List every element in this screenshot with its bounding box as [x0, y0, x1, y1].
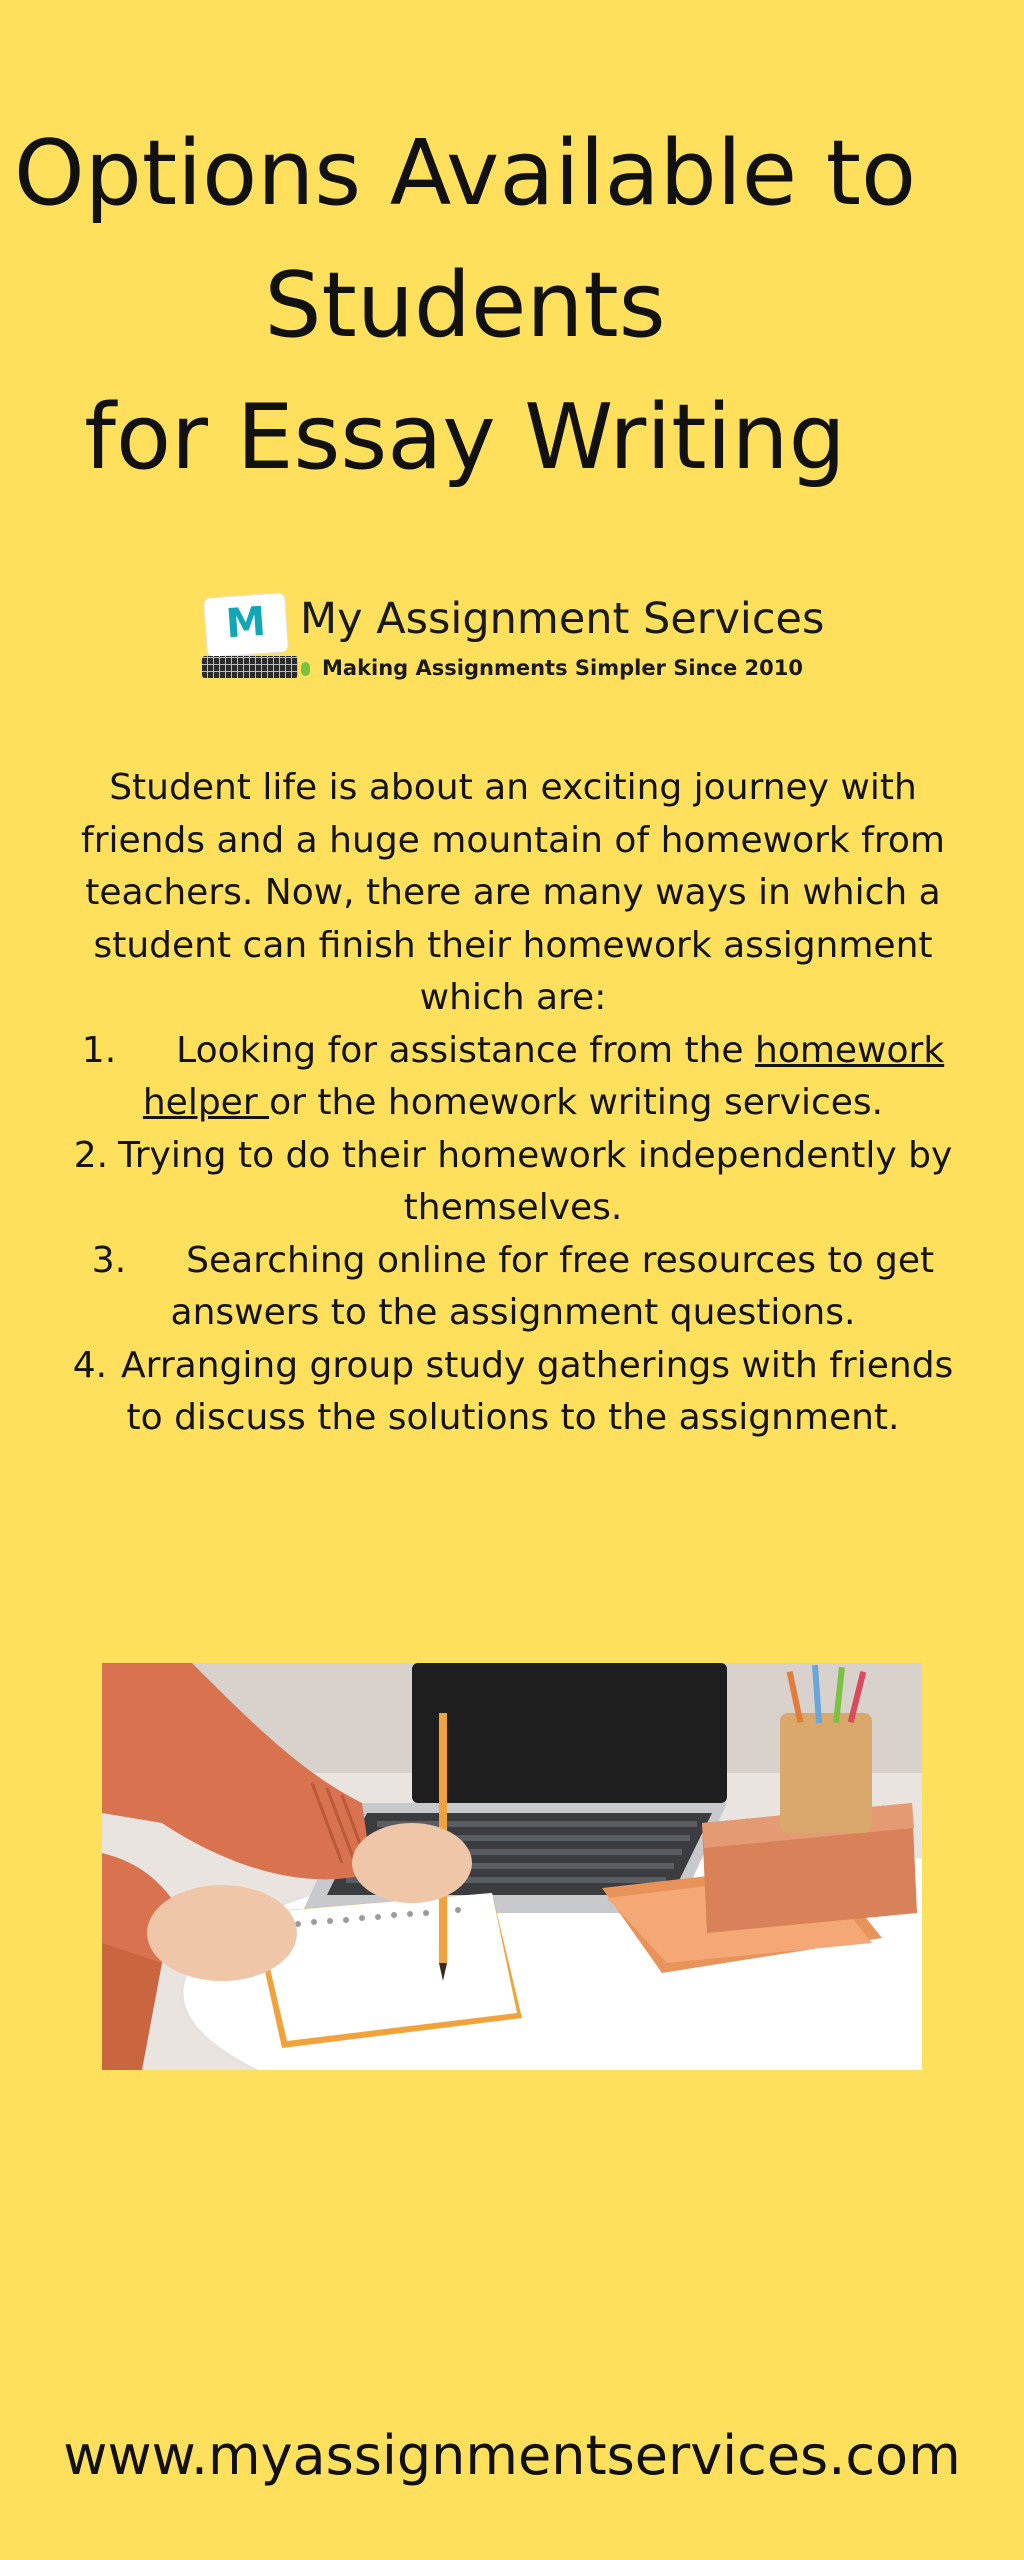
list-item	[60, 1340, 966, 1445]
study-photo	[102, 1663, 922, 2070]
mouse-icon	[301, 662, 310, 676]
list-number: 2.	[73, 1134, 109, 1176]
list-number: 1.	[81, 1029, 117, 1071]
body-text	[60, 762, 966, 1445]
title-line-1: Options Available to	[13, 121, 917, 226]
options-list	[60, 1025, 966, 1445]
keyboard-icon	[202, 656, 298, 678]
desk-illustration	[102, 1663, 922, 2070]
list-text: Arranging group study gatherings with friends to discuss the solutions to the assignment.	[121, 1344, 954, 1438]
title-line-2: Students	[264, 253, 666, 358]
list-item	[60, 1025, 966, 1130]
homework-helper-link[interactable]: homework helper	[142, 1029, 945, 1123]
logo-letter: M	[224, 598, 268, 648]
website-url[interactable]: www.myassignmentservices.com	[63, 2424, 961, 2487]
list-number: 4.	[72, 1344, 108, 1386]
logo-badge	[204, 593, 288, 656]
list-number: 3.	[91, 1239, 127, 1281]
list-item	[60, 1235, 966, 1340]
list-item	[60, 1130, 966, 1235]
brand-logo	[200, 590, 825, 690]
title-line-3: for Essay Writing	[84, 385, 846, 490]
list-text: Trying to do their homework independently by themselves.	[118, 1134, 953, 1228]
intro-paragraph: Student life is about an exciting journey with friends and a huge mountain of homework from teachers. Now, there are many ways in which a student can finish their homework assignment which are:	[81, 767, 945, 1018]
list-text: Looking for assistance from the	[176, 1029, 755, 1071]
list-text: Searching online for free resources to get answers to the assignment questions.	[170, 1239, 935, 1333]
list-text: or the homework writing services.	[269, 1082, 884, 1123]
page-title	[0, 108, 930, 504]
logo-tagline: Making Assignments Simpler Since 2010	[322, 656, 803, 680]
logo-name: My Assignment Services	[300, 594, 825, 644]
